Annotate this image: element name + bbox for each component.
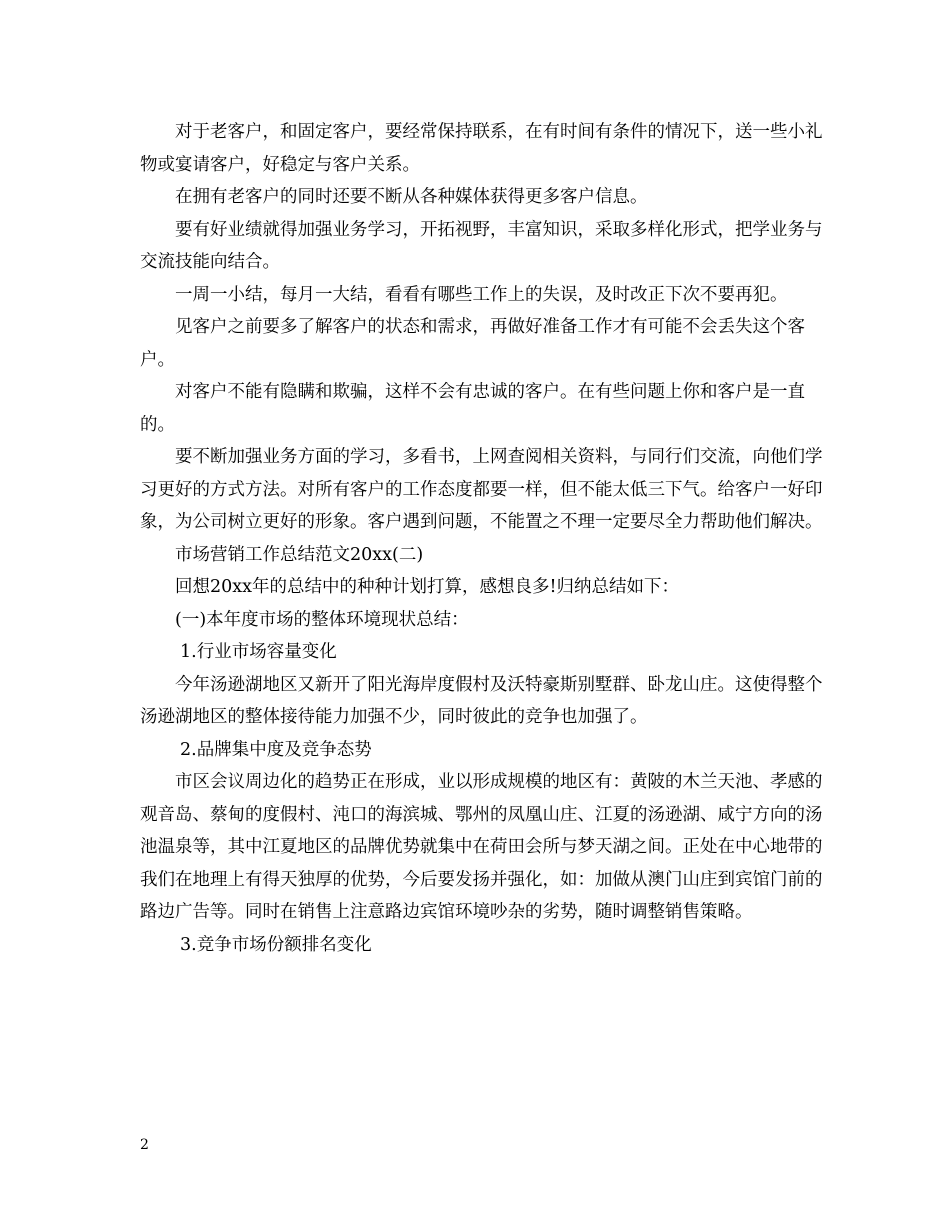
paragraph-new-customer-info: 在拥有老客户的同时还要不断从各种媒体获得更多客户信息。 [175, 187, 648, 207]
paragraph-continuous-learning: 要不断加强业务方面的学习，多看书，上网查阅相关资料，与同行们交流，向他们学习更好的方式方法。对所有客户的工作态度都要一样，但不能太低三下气。给客户一好印象，为公司树立更好的形象。客户遇到问题，不能置之不理一定要尽全力帮助他们解决。 [140, 447, 823, 532]
paragraph-weekly-summary: 一周一小结，每月一大结，看看有哪些工作上的失误，及时改正下次不要再犯。 [175, 284, 788, 305]
heading-brand-concentration: 2.品牌集中度及竞争态势 [180, 739, 372, 760]
page-number: 2 [140, 1137, 149, 1153]
document-body [140, 116, 830, 961]
heading-market-share: 3.竞争市场份额排名变化 [180, 934, 372, 955]
paragraph-brand-concentration: 市区会议周边化的趋势正在形成，业以形成规模的地区有：黄陂的木兰天池、孝感的观音岛、蔡甸的度假村、沌口的海滨城、鄂州的凤凰山庄、江夏的汤逊湖、咸宁方向的汤池温泉等，其中江夏地区的品牌优势就集中在荷田会所与梦天湖之间。正处在中心地带的我们在地理上有得天独厚的优势，今后要发扬并强化，如：加做从澳门山庄到宾馆门前的路边广告等。同时在销售上注意路边宾馆环境吵杂的劣势，随时调整销售策略。 [140, 772, 823, 922]
paragraph-review: 回想20xx年的总结中的种种计划打算，感想良多!归纳总结如下： [175, 577, 680, 597]
paragraph-old-customers: 对于老客户，和固定客户，要经常保持联系，在有时间有条件的情况下，送一些小礼物或宴请客户，好稳定与客户关系。 [140, 122, 823, 175]
paragraph-business-learning: 要有好业绩就得加强业务学习，开拓视野，丰富知识，采取多样化形式，把学业务与交流技能向结合。 [140, 219, 823, 272]
section-title-part-two: 市场营销工作总结范文20xx(二) [175, 544, 424, 565]
heading-market-environment: (一)本年度市场的整体环境现状总结： [175, 609, 469, 630]
paragraph-market-capacity: 今年汤逊湖地区又新开了阳光海岸度假村及沃特豪斯别墅群、卧龙山庄。这使得整个汤逊湖地区的整体接待能力加强不少，同时彼此的竞争也加强了。 [140, 674, 823, 727]
paragraph-customer-needs: 见客户之前要多了解客户的状态和需求，再做好准备工作才有可能不会丢失这个客户。 [140, 317, 805, 370]
paragraph-honesty: 对客户不能有隐瞒和欺骗，这样不会有忠诚的客户。在有些问题上你和客户是一直的。 [140, 382, 805, 435]
heading-market-capacity: 1.行业市场容量变化 [180, 642, 337, 662]
